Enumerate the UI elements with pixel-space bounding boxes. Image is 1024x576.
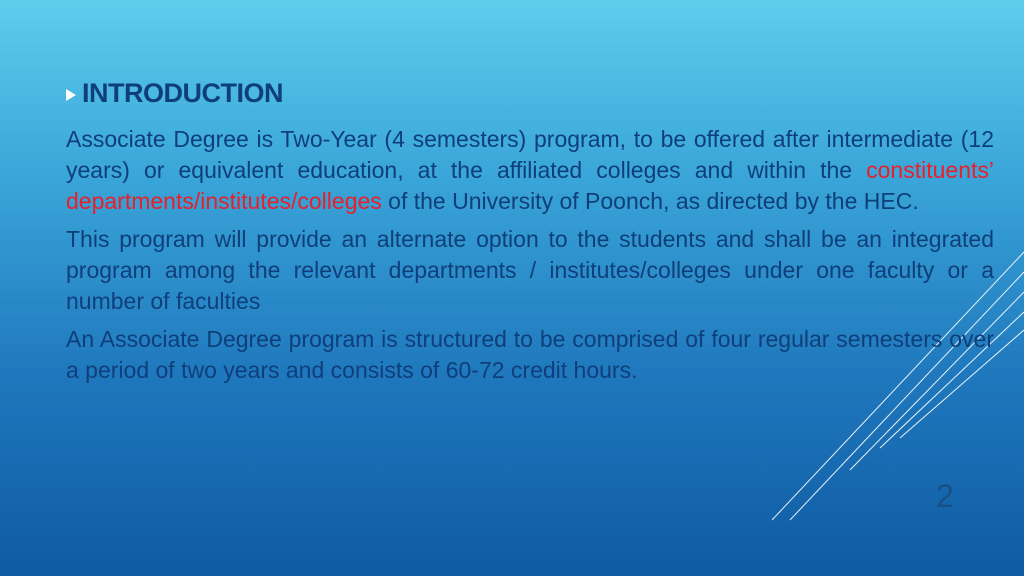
paragraph-3: An Associate Degree program is structured to be comprised of four regular semesters over a period of two years and consists of 60-72 credit hours. (66, 326, 994, 383)
paragraph-1 (66, 124, 994, 217)
paragraph-1-text-end: of the University of Poonch, as directed by the HEC. (381, 188, 919, 214)
paragraph-1-text: Associate Degree is Two-Year (4 semesters) program, to be offered after intermediate (12 years) or equivalent education, at the affiliated colleges and within the (66, 126, 994, 183)
page-number: 2 (936, 478, 954, 514)
slide-heading (66, 78, 283, 109)
slide-body (66, 124, 994, 393)
paragraph-2: This program will provide an alternate option to the students and shall be an integrated program among the relevant departments / institutes/colleges under one faculty or a number of faculties (66, 226, 994, 314)
heading-title: INTRODUCTION (82, 78, 283, 108)
highlighted-text: constituents’ departments/institutes/colleges (66, 157, 994, 214)
triangle-bullet-icon (66, 89, 76, 101)
